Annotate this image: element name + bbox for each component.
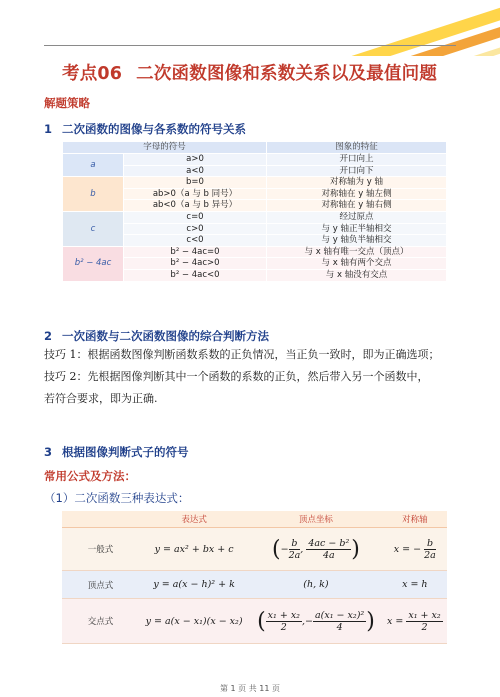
vertex-form-expression: y = a(x − h)² + k xyxy=(139,571,249,599)
feature-cell: 对称轴为 y 轴 xyxy=(267,177,447,189)
feature-cell: 与 x 轴没有交点 xyxy=(267,269,447,281)
common-methods-label: 常用公式及方法： xyxy=(44,469,136,483)
vertex-form-axis: x = h xyxy=(383,571,447,599)
tip-2-line-1: 技巧 2：先根据图像判断其中一个函数的系数的正负，然后带入另一个函数中， xyxy=(44,370,429,383)
feature-cell: 与 y 轴负半轴相交 xyxy=(267,235,447,247)
feature-cell: 与 x 轴有唯一交点（顶点） xyxy=(267,246,447,258)
subsection-1-heading: （1）二次函数三种表达式： xyxy=(44,491,190,505)
corner-decoration xyxy=(350,0,500,56)
page-title: 考点06 二次函数图像和系数关系以及最值问题 xyxy=(62,64,438,84)
feature-cell: 对称轴在 y 轴右侧 xyxy=(267,200,447,212)
condition-cell: c<0 xyxy=(124,235,267,247)
feature-cell: 与 x 轴有两个交点 xyxy=(267,258,447,270)
condition-cell: b=0 xyxy=(124,177,267,189)
tip-2-line-2: 若符合要求，即为正确. xyxy=(44,392,158,405)
section-2-body xyxy=(44,344,464,410)
symbol-cell: a xyxy=(63,154,124,177)
section-3-heading: 3 根据图像判断式子的符号 xyxy=(44,445,189,459)
section-2-heading: 2 一次函数与二次函数图像的综合判断方法 xyxy=(44,329,270,343)
page-footer: 第 1 页 共 11 页 xyxy=(220,684,280,693)
intercept-form-vertex: ( $\frac{\text{x₁ + x₂}}{2}$ ,− $\frac{\text{a(x₁ − x₂)²}}{4}$ ) xyxy=(249,599,382,644)
condition-cell: b² − 4ac>0 xyxy=(124,258,267,270)
condition-cell: ab<0（a 与 b 异号） xyxy=(124,200,267,212)
general-form-vertex: (− $\frac{b}{2a}$ , $\frac{\text{4ac − b²}}{4a}$ ) xyxy=(249,528,382,571)
feature-cell: 与 y 轴正半轴相交 xyxy=(267,223,447,235)
expression-table xyxy=(62,511,447,644)
general-form-axis: x = − $\frac{b}{2a}$ xyxy=(383,528,447,571)
intercept-form-axis: x = $\frac{\text{x₁ + x₂}}{2}$ xyxy=(383,599,447,644)
condition-cell: ab>0（a 与 b 同号） xyxy=(124,188,267,200)
row-label: 一般式 xyxy=(62,528,139,571)
section-1-heading: 1 二次函数的图像与各系数的符号关系 xyxy=(44,122,247,136)
condition-cell: b² − 4ac=0 xyxy=(124,246,267,258)
condition-cell: a>0 xyxy=(124,154,267,166)
header-rule xyxy=(44,45,456,46)
condition-cell: c=0 xyxy=(124,211,267,223)
row-label: 顶点式 xyxy=(62,571,139,599)
symbol-cell: b xyxy=(63,177,124,212)
header-vertex: 顶点坐标 xyxy=(249,511,382,528)
feature-cell: 开口向下 xyxy=(267,165,447,177)
row-label: 交点式 xyxy=(62,599,139,644)
table-header-feature: 图象的特征 xyxy=(267,142,447,154)
strategy-label: 解题策略 xyxy=(44,96,90,110)
header-axis: 对称轴 xyxy=(383,511,447,528)
condition-cell: b² − 4ac<0 xyxy=(124,269,267,281)
table-header-symbol: 字母的符号 xyxy=(63,142,267,154)
feature-cell: 经过原点 xyxy=(267,211,447,223)
symbol-cell: c xyxy=(63,211,124,246)
symbol-cell: b² − 4ac xyxy=(63,246,124,281)
intercept-form-expression: y = a(x − x₁)(x − x₂) xyxy=(139,599,249,644)
condition-cell: c>0 xyxy=(124,223,267,235)
condition-cell: a<0 xyxy=(124,165,267,177)
tip-1: 技巧 1：根据函数图像判断函数系数的正负情况，当正负一致时，即为正确选项； xyxy=(44,348,440,361)
feature-cell: 开口向上 xyxy=(267,154,447,166)
feature-cell: 对称轴在 y 轴左侧 xyxy=(267,188,447,200)
general-form-expression: y = ax² + bx + c xyxy=(139,528,249,571)
sign-table xyxy=(62,141,447,282)
vertex-form-vertex: (h, k) xyxy=(249,571,382,599)
header-expression: 表达式 xyxy=(139,511,249,528)
